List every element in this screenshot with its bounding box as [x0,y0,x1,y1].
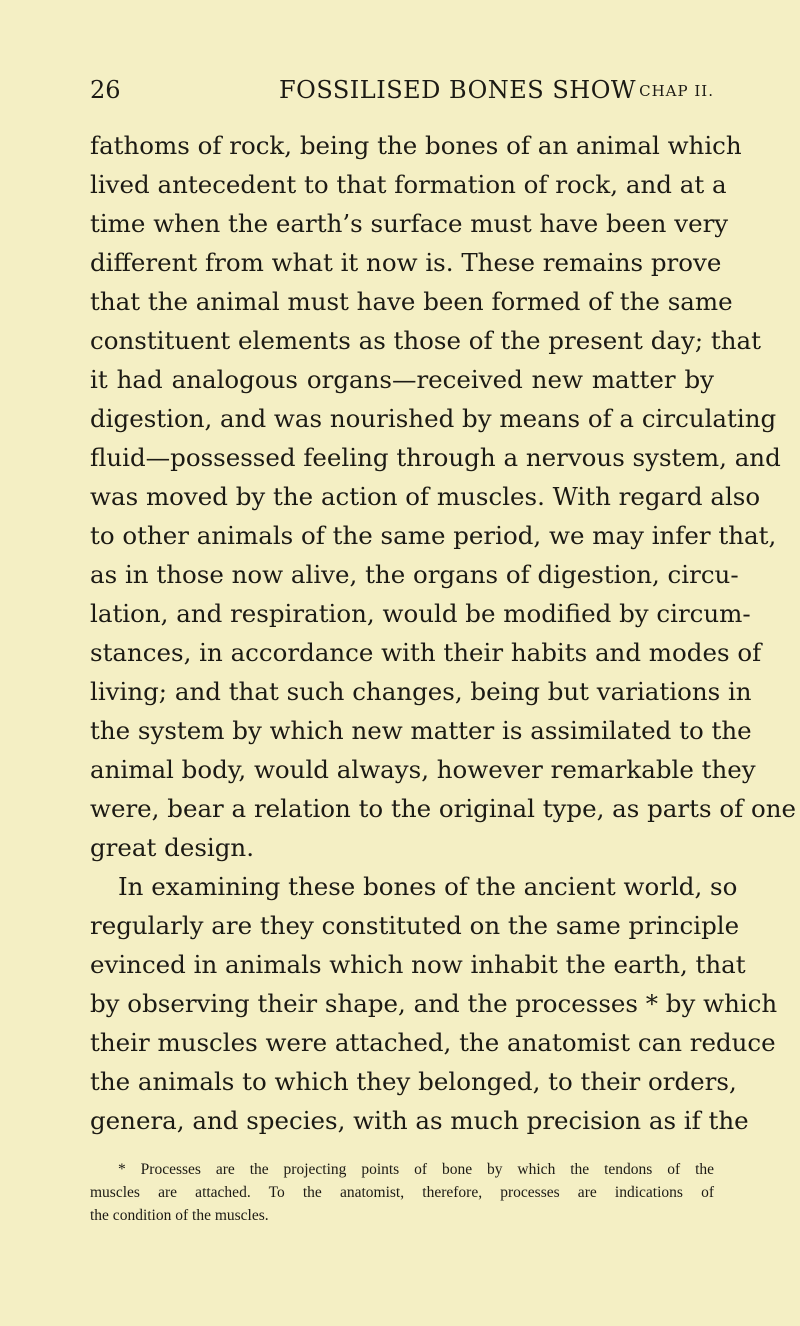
body-line: In examining these bones of the ancient world, so [118,872,738,901]
body-line: their muscles were attached, the anatomist can reduce [90,1028,776,1057]
body-line: lived antecedent to that formation of rock, and at a [90,170,727,199]
body-line: the animals to which they belonged, to their orders, [90,1067,737,1096]
page-number: 26 [90,76,121,104]
body-line: was moved by the action of muscles. With regard also [90,482,761,511]
body-line: digestion, and was nourished by means of a circulating [90,404,777,433]
body-line: regularly are they constituted on the same principle [90,911,740,940]
chapter-label: CHAP II. [639,82,714,100]
body-line: it had analogous organs—received new matter by [90,365,714,394]
body-line: animal body, would always, however remarkable they [90,755,756,784]
running-title: FOSSILISED BONES SHOW [279,76,637,104]
body-line: fathoms of rock, being the bones of an animal which [90,131,742,160]
body-line: the system by which new matter is assimilated to the [90,716,752,745]
body-line: fluid—possessed feeling through a nervous system, and [90,443,781,472]
page-header [90,76,714,112]
body-line: living; and that such changes, being but variations in [90,677,752,706]
body-line: different from what it now is. These remains prove [90,248,722,277]
body-line: by observing their shape, and the processes * by which [90,989,778,1018]
footnote-line: muscles are attached. To the anatomist, therefore, processes are indications of [90,1184,714,1201]
body-line: as in those now alive, the organs of digestion, circu- [90,560,739,589]
footnote-line: the condition of the muscles. [90,1207,269,1224]
body-line: evinced in animals which now inhabit the earth, that [90,950,746,979]
body-line: genera, and species, with as much precision as if the [90,1106,749,1135]
body-line: time when the earth’s surface must have been very [90,209,729,238]
body-line: constituent elements as those of the present day; that [90,326,761,355]
body-line: to other animals of the same period, we may infer that, [90,521,777,550]
body-line: that the animal must have been formed of the same [90,287,733,316]
body-line: lation, and respiration, would be modified by circum- [90,599,751,628]
body-line: were, bear a relation to the original type, as parts of one [90,794,796,823]
footnote-line: * Processes are the projecting points of bone by which the tendons of the [118,1161,714,1178]
body-line: stances, in accordance with their habits and modes of [90,638,762,667]
body-line: great design. [90,833,254,862]
